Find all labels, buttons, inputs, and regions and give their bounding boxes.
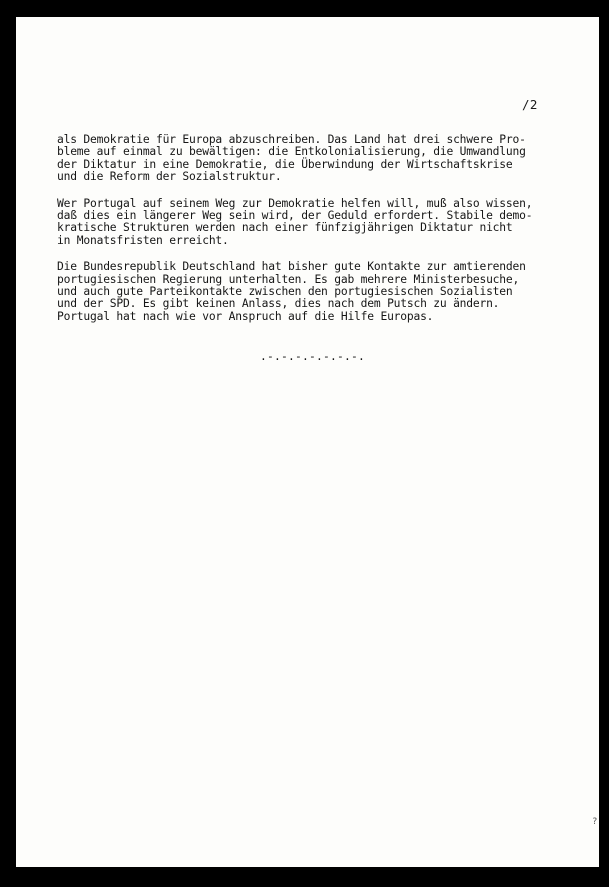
- text-line: portugiesischen Regierung unterhalten. Es gab mehrere Ministerbesuche,: [57, 272, 520, 286]
- text-line: kratische Strukturen werden nach einer fünfzigjährigen Diktatur nicht: [57, 221, 513, 235]
- text-line: bleme auf einmal zu bewältigen: die Entkolonialisierung, die Umwandlung: [57, 145, 526, 159]
- text-line: Wer Portugal auf seinem Weg zur Demokratie helfen will, muß also wissen,: [57, 196, 533, 210]
- text-line: und auch gute Parteikontakte zwischen den portugiesischen Sozialisten: [57, 285, 513, 299]
- section-separator: .-.-.-.-.-.-.-.: [260, 350, 366, 363]
- paragraph-1: [57, 134, 587, 184]
- scan-border: [599, 0, 609, 887]
- text-line: in Monatsfristen erreicht.: [57, 233, 229, 247]
- document-page: [16, 17, 599, 867]
- margin-mark: ?: [592, 817, 598, 827]
- text-line: als Demokratie für Europa abzuschreiben. Das Land hat drei schwere Pro-: [57, 133, 526, 146]
- text-line: und der SPD. Es gibt keinen Anlass, dies nach dem Putsch zu ändern.: [57, 297, 500, 311]
- text-line: Portugal hat nach wie vor Anspruch auf die Hilfe Europas.: [57, 309, 434, 323]
- body-text: [57, 134, 587, 337]
- text-line: Die Bundesrepublik Deutschland hat bisher gute Kontakte zur amtierenden: [57, 260, 526, 274]
- text-line: der Diktatur in eine Demokratie, die Überwindung der Wirtschaftskrise: [57, 157, 513, 171]
- paragraph-3: [57, 261, 587, 323]
- text-line: und die Reform der Sozialstruktur.: [57, 170, 282, 184]
- page-number: /2: [522, 97, 538, 112]
- text-line: daß dies ein längerer Weg sein wird, der Geduld erfordert. Stabile demo-: [57, 209, 533, 223]
- paragraph-2: [57, 198, 587, 248]
